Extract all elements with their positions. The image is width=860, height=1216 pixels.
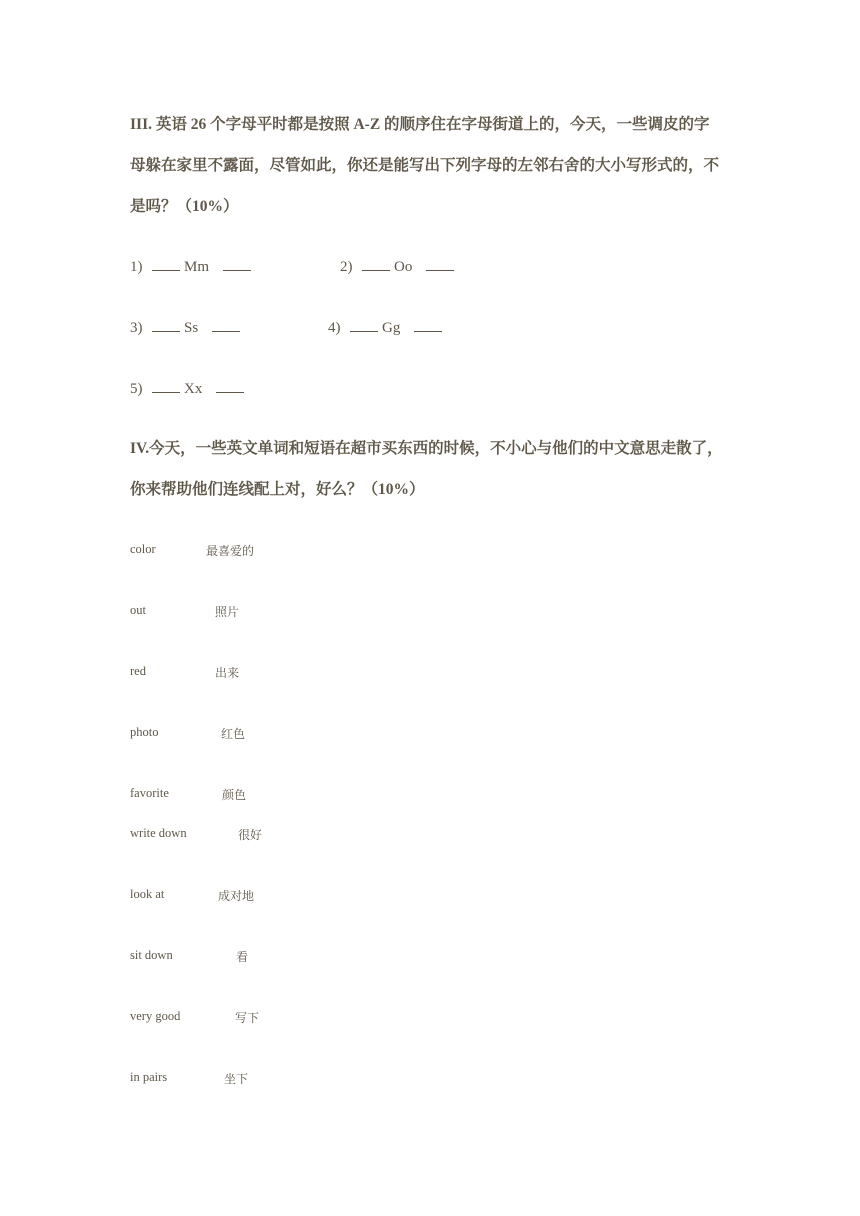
section-4-line: IV.今天，一些英文单词和短语在超市买东西的时候，不小心与他们的中文意思走散了， <box>130 440 723 457</box>
english-term[interactable]: in pairs <box>130 1070 168 1084</box>
english-term[interactable]: favorite <box>130 786 169 800</box>
english-term[interactable]: color <box>130 542 156 556</box>
english-term[interactable]: red <box>130 664 146 678</box>
answer-blank[interactable] <box>152 380 180 393</box>
letter-item <box>328 319 442 337</box>
chinese-meaning[interactable]: 红色 <box>221 727 246 741</box>
answer-blank[interactable] <box>362 258 390 271</box>
item-letters: Mm <box>184 259 210 275</box>
item-letters: Xx <box>184 381 203 397</box>
item-number: 2) <box>340 259 353 275</box>
chinese-meaning[interactable]: 坐下 <box>224 1072 249 1086</box>
section-4-line: 你来帮助他们连线配上对，好么？（10%） <box>130 481 425 498</box>
chinese-meaning[interactable]: 很好 <box>238 828 263 842</box>
answer-blank[interactable] <box>350 319 378 332</box>
english-term[interactable]: very good <box>130 1009 181 1023</box>
answer-blank[interactable] <box>223 258 251 271</box>
english-term[interactable]: out <box>130 603 146 617</box>
item-number: 1) <box>130 259 143 275</box>
answer-blank[interactable] <box>426 258 454 271</box>
item-letters: Oo <box>394 259 413 275</box>
section-3-instructions <box>130 104 740 227</box>
section-3-line: 母躲在家里不露面，尽管如此，你还是能写出下列字母的左邻右舍的大小写形式的，不 <box>130 157 720 174</box>
item-number: 4) <box>328 320 341 336</box>
section-3-line: III. 英语 26 个字母平时都是按照 A-Z 的顺序住在字母街道上的，今天，一些调皮的字 <box>130 116 710 133</box>
chinese-meaning[interactable]: 成对地 <box>218 889 255 903</box>
english-term[interactable]: sit down <box>130 948 173 962</box>
answer-blank[interactable] <box>152 258 180 271</box>
chinese-meaning[interactable]: 照片 <box>215 605 240 619</box>
english-term[interactable]: photo <box>130 725 159 739</box>
answer-blank[interactable] <box>152 319 180 332</box>
answer-blank[interactable] <box>212 319 240 332</box>
chinese-meaning[interactable]: 出来 <box>215 666 240 680</box>
item-letters: Gg <box>382 320 401 336</box>
chinese-meaning[interactable]: 看 <box>236 950 249 964</box>
letter-item <box>130 380 244 398</box>
item-number: 3) <box>130 320 143 336</box>
letter-item <box>130 258 251 276</box>
chinese-meaning[interactable]: 写下 <box>235 1011 260 1025</box>
answer-blank[interactable] <box>414 319 442 332</box>
section-3-line: 是吗？（10%） <box>130 198 239 215</box>
item-letters: Ss <box>184 320 199 336</box>
chinese-meaning[interactable]: 最喜爱的 <box>206 544 255 558</box>
chinese-meaning[interactable]: 颜色 <box>222 788 247 802</box>
section-4-instructions <box>130 428 750 510</box>
letter-item <box>130 319 240 337</box>
item-number: 5) <box>130 381 143 397</box>
answer-blank[interactable] <box>216 380 244 393</box>
letter-item <box>340 258 454 276</box>
english-term[interactable]: look at <box>130 887 165 901</box>
english-term[interactable]: write down <box>130 826 187 840</box>
